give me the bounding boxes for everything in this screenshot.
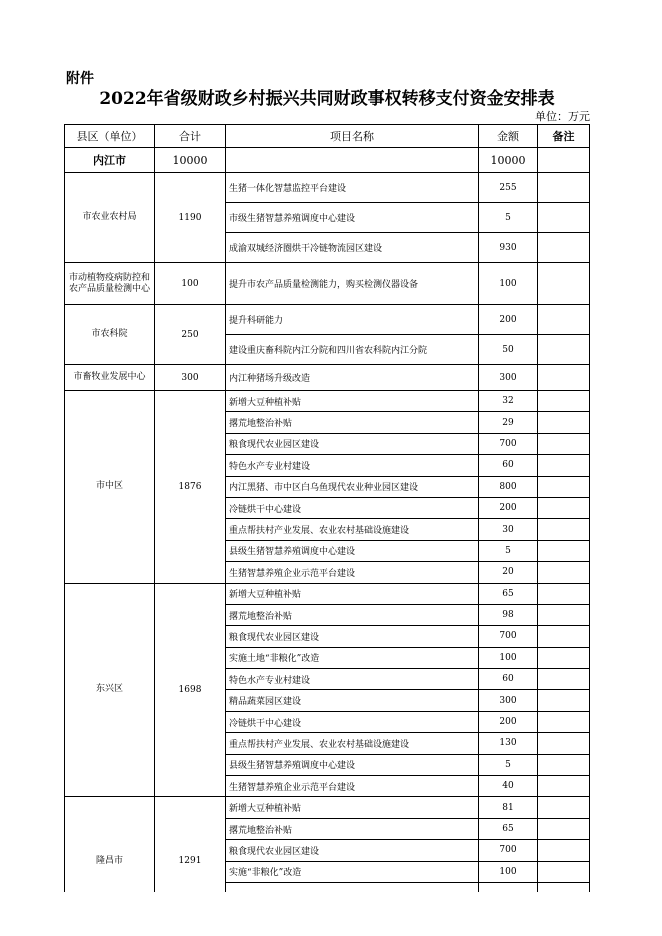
amount-cell: 60 <box>479 669 538 690</box>
note-cell <box>538 433 590 454</box>
county-cell: 市农业农村局 <box>65 173 155 263</box>
note-cell <box>538 733 590 754</box>
note-cell <box>538 412 590 433</box>
note-cell <box>538 818 590 839</box>
amount-cell: 200 <box>479 497 538 518</box>
amount-cell: 32 <box>479 391 538 412</box>
amount-cell: 930 <box>479 233 538 263</box>
header-total: 合计 <box>155 125 226 148</box>
amount-cell: 800 <box>479 476 538 497</box>
amount-cell: 100 <box>479 861 538 882</box>
note-cell <box>538 305 590 335</box>
note-cell <box>538 391 590 412</box>
project-name-cell: 重点帮扶村产业发展、农业农村基础设施建设 <box>226 733 479 754</box>
project-name-cell: 成渝双城经济圈烘干冷链物流园区建设 <box>226 233 479 263</box>
note-cell <box>538 233 590 263</box>
project-name-cell: 重点帮扶村产业发展、农业农村基础设施建设 <box>226 519 479 540</box>
amount-cell <box>479 882 538 892</box>
amount-cell: 255 <box>479 173 538 203</box>
project-name-cell: 生猪智慧养殖企业示范平台建设 <box>226 562 479 583</box>
county-cell: 市中区 <box>65 391 155 584</box>
allocation-table <box>64 124 590 892</box>
project-name-cell: 冷链烘干中心建设 <box>226 711 479 732</box>
note-cell <box>538 669 590 690</box>
note-cell <box>538 711 590 732</box>
note-cell <box>538 335 590 365</box>
note-cell <box>538 173 590 203</box>
amount-cell: 100 <box>479 263 538 305</box>
note-cell <box>538 861 590 882</box>
table-row <box>65 173 590 203</box>
document-title: 2022年省级财政乡村振兴共同财政事权转移支付资金安排表 <box>99 89 555 109</box>
grand-total-county: 内江市 <box>65 148 155 173</box>
note-cell <box>538 604 590 625</box>
amount-cell: 60 <box>479 455 538 476</box>
project-name-cell: 粮食现代农业园区建设 <box>226 433 479 454</box>
county-total-cell: 300 <box>155 365 226 391</box>
grand-total-row <box>65 148 590 173</box>
county-cell: 市动植物疫病防控和农产品质量检测中心 <box>65 263 155 305</box>
project-name-cell: 县级生猪智慧养殖调度中心建设 <box>226 754 479 775</box>
note-cell <box>538 776 590 797</box>
amount-cell: 100 <box>479 647 538 668</box>
amount-cell: 40 <box>479 776 538 797</box>
project-name-cell: 实施“非粮化”改造 <box>226 861 479 882</box>
note-cell <box>538 203 590 233</box>
county-total-cell: 1190 <box>155 173 226 263</box>
project-name-cell: 提升科研能力 <box>226 305 479 335</box>
project-name-cell: 冷链烘干中心建设 <box>226 497 479 518</box>
note-cell <box>538 540 590 561</box>
amount-cell: 5 <box>479 203 538 233</box>
note-cell <box>538 583 590 604</box>
amount-cell: 700 <box>479 433 538 454</box>
amount-cell: 20 <box>479 562 538 583</box>
note-cell <box>538 455 590 476</box>
project-name-cell <box>226 882 479 892</box>
amount-cell: 98 <box>479 604 538 625</box>
note-cell <box>538 626 590 647</box>
amount-cell: 65 <box>479 583 538 604</box>
note-cell <box>538 497 590 518</box>
amount-cell: 200 <box>479 711 538 732</box>
amount-cell: 300 <box>479 690 538 711</box>
project-name-cell: 新增大豆种植补贴 <box>226 583 479 604</box>
table-row <box>65 263 590 305</box>
project-name-cell: 特色水产专业村建设 <box>226 455 479 476</box>
amount-cell: 300 <box>479 365 538 391</box>
table-row <box>65 365 590 391</box>
project-name-cell: 新增大豆种植补贴 <box>226 797 479 818</box>
note-cell <box>538 840 590 861</box>
county-total-cell: 1698 <box>155 583 226 797</box>
project-name-cell: 建设重庆畜科院内江分院和四川省农科院内江分院 <box>226 335 479 365</box>
project-name-cell: 实施土地“非粮化”改造 <box>226 647 479 668</box>
attachment-label: 附件 <box>66 71 94 87</box>
county-cell: 市畜牧业发展中心 <box>65 365 155 391</box>
project-name-cell: 市级生猪智慧养殖调度中心建设 <box>226 203 479 233</box>
note-cell <box>538 476 590 497</box>
county-cell: 隆昌市 <box>65 797 155 892</box>
amount-cell: 5 <box>479 540 538 561</box>
project-name-cell: 生猪一体化智慧监控平台建设 <box>226 173 479 203</box>
project-name-cell: 撂荒地整治补贴 <box>226 412 479 433</box>
note-cell <box>538 263 590 305</box>
grand-total-note <box>538 148 590 173</box>
project-name-cell: 精品蔬菜园区建设 <box>226 690 479 711</box>
county-cell: 市农科院 <box>65 305 155 365</box>
amount-cell: 130 <box>479 733 538 754</box>
note-cell <box>538 797 590 818</box>
project-name-cell: 特色水产专业村建设 <box>226 669 479 690</box>
amount-cell: 65 <box>479 818 538 839</box>
county-cell: 东兴区 <box>65 583 155 797</box>
amount-cell: 5 <box>479 754 538 775</box>
amount-cell: 700 <box>479 626 538 647</box>
amount-cell: 50 <box>479 335 538 365</box>
project-name-cell: 粮食现代农业园区建设 <box>226 626 479 647</box>
project-name-cell: 县级生猪智慧养殖调度中心建设 <box>226 540 479 561</box>
amount-cell: 81 <box>479 797 538 818</box>
table-row <box>65 305 590 335</box>
header-project: 项目名称 <box>226 125 479 148</box>
header-county: 县区（单位） <box>65 125 155 148</box>
grand-total-project <box>226 148 479 173</box>
header-note: 备注 <box>538 125 590 148</box>
amount-cell: 29 <box>479 412 538 433</box>
project-name-cell: 撂荒地整治补贴 <box>226 604 479 625</box>
project-name-cell: 内江黑猪、市中区白乌鱼现代农业种业园区建设 <box>226 476 479 497</box>
note-cell <box>538 365 590 391</box>
grand-total-amount: 10000 <box>479 148 538 173</box>
county-total-cell: 250 <box>155 305 226 365</box>
table-row <box>65 391 590 412</box>
amount-cell: 30 <box>479 519 538 540</box>
note-cell <box>538 519 590 540</box>
note-cell <box>538 647 590 668</box>
header-amount: 金额 <box>479 125 538 148</box>
county-total-cell: 1291 <box>155 797 226 892</box>
county-total-cell: 100 <box>155 263 226 305</box>
project-name-cell: 生猪智慧养殖企业示范平台建设 <box>226 776 479 797</box>
note-cell <box>538 690 590 711</box>
note-cell <box>538 754 590 775</box>
table-row <box>65 797 590 818</box>
grand-total-sum: 10000 <box>155 148 226 173</box>
project-name-cell: 粮食现代农业园区建设 <box>226 840 479 861</box>
table-header-row <box>65 125 590 148</box>
amount-cell: 200 <box>479 305 538 335</box>
project-name-cell: 新增大豆种植补贴 <box>226 391 479 412</box>
unit-label: 单位：万元 <box>535 110 590 123</box>
table-row <box>65 583 590 604</box>
project-name-cell: 撂荒地整治补贴 <box>226 818 479 839</box>
note-cell <box>538 562 590 583</box>
project-name-cell: 提升市农产品质量检测能力，购买检测仪器设备 <box>226 263 479 305</box>
amount-cell: 700 <box>479 840 538 861</box>
county-total-cell: 1876 <box>155 391 226 584</box>
allocation-table-viewport <box>64 124 590 892</box>
project-name-cell: 内江种猪场升级改造 <box>226 365 479 391</box>
note-cell <box>538 882 590 892</box>
